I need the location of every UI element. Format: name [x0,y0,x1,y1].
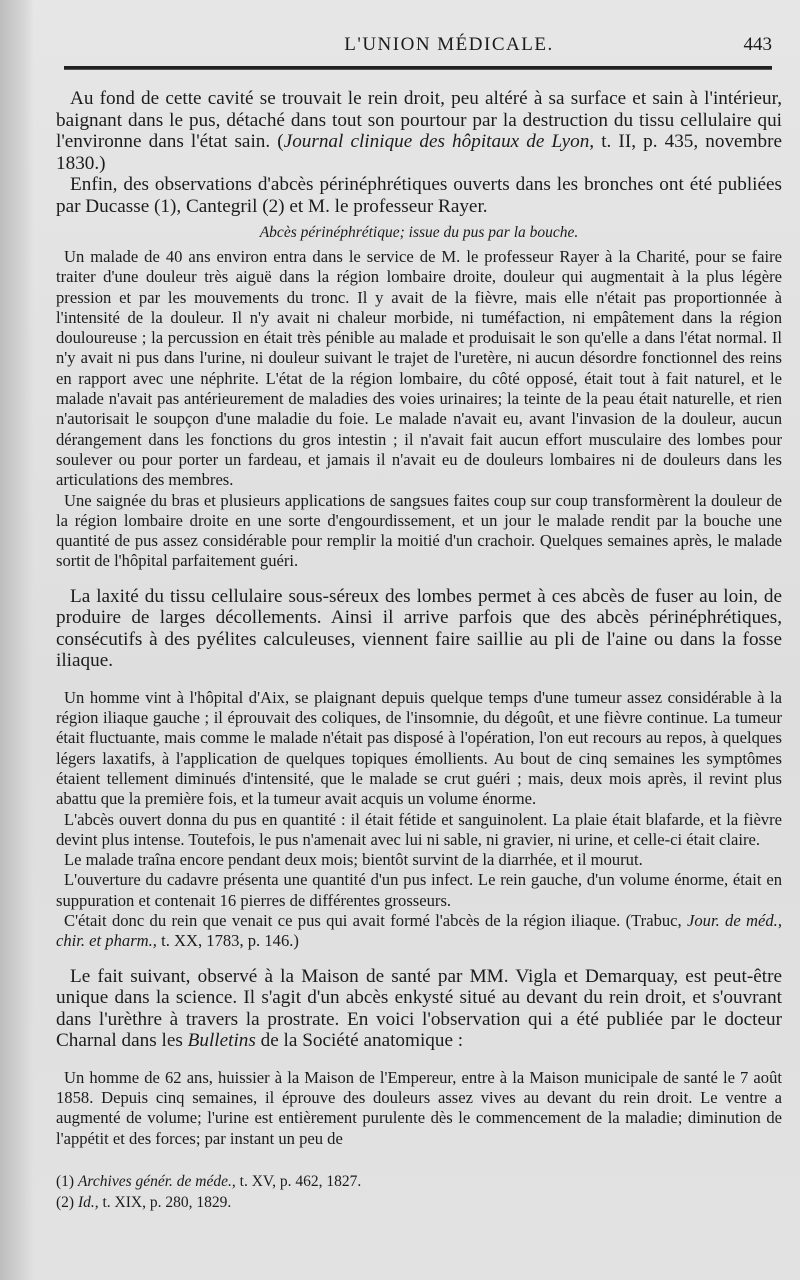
footnote-number: (2) [56,1193,78,1211]
citation-details: t. II, p. 435, novembre 1830.) [56,131,783,174]
running-title: L'UNION MÉDICALE. [344,34,554,55]
paragraph-text: Au fond de cette cavité se trouvait le rein droit, peu altéré à sa surface et sain à l'intérieur, baignant dans le pus, détaché dans tout son pourtour par la destruction du tissu cellulaire qui l'environne dans l'état sain. [56,88,782,152]
observation-2-part-1: Un homme vint à l'hôpital d'Aix, se plaignant depuis quelque temps d'une tumeur assez considérable à la région iliaque gauche ; il éprouvait des coliques, de l'insomnie, du dégoût, et une fièvre continue. La tumeur était fluctuante, mais comme le malade n'était pas disposé à l'opération, l'on eut recours au repos, à quelques légers laxatifs, à l'application de quelques topiques émollients. Au bout de cinq semaines les symptômes étaient tellement diminués d'intensité, que le malade se crut guéri ; mais, deux mois après, il revint plus abattu que la première fois, et la tumeur avait acquis un volume énorme. [56,687,782,809]
observation-title: Abcès périnéphrétique; issue du pus par la bouche. [259,224,579,241]
citation-journal: Jour. de méd., chir. et pharm., [56,911,782,951]
observation-3: Un homme de 62 ans, huissier à la Maison de l'Empereur, entre à la Maison municipale de santé le 7 août 1858. Depuis cinq semaines, il éprouve des douleurs assez vives au devant du rein droit. Le ventre a augmenté de volume; l'urine est entièrement purulente dès le commencement de la maladie; diminution de l'appétit et des forces; par instant un peu de [56,1067,782,1148]
citation-journal: Journal clinique des hôpitaux de Lyon, [283,131,595,152]
footnote-source: Id., [77,1193,99,1211]
footnote-details: t. XIX, p. 280, 1829. [98,1193,232,1211]
page-number: 443 [743,34,772,55]
observation-2-part-5 [56,911,782,952]
bulletins-title: Bulletins [187,1030,256,1052]
observation-2-part-4: L'ouverture du cadavre présenta une quantité d'un pus infect. Le rein gauche, d'un volume énorme, était en suppuration et contenait 16 pierres de différentes grosseurs. [56,870,782,910]
paragraph-maison-de-sante [56,966,782,1052]
observation-2-part-3: Le malade traîna encore pendant deux mois; bientôt survint de la diarrhée, et il mourut. [64,850,643,870]
binding-shadow [0,0,34,1280]
paragraph-text: C'était donc du rein que venait ce pus qui avait formé l'abcès de la région iliaque. (Trabuc, [64,911,687,931]
paragraph-bronchial-abscesses: Enfin, des observations d'abcès périnéphrétiques ouverts dans les bronches ont été publiées par Ducasse (1), Cantegril (2) et M. le professeur Rayer. [56,174,782,217]
footnote-number: (1) [56,1172,78,1190]
footnote-1 [56,1171,782,1192]
paragraph-lumbar-tissue: La laxité du tissu cellulaire sous-séreux des lombes permet à ces abcès de fuser au loin, de produire de larges décollements. Ainsi il arrive parfois que des abcès périnéphrétiques, consécutifs à des pyélites calculeuses, viennent faire saillie au pli de l'aine ou dans la fosse iliaque. [56,585,782,672]
observation-1-part-2: Une saignée du bras et plusieurs applications de sangsues faites coup sur coup transformèrent la douleur de la région lombaire droite en une sorte d'engourdissement, et un jour le malade rendit par la bouche une quantité de pus assez considérable pour remplir la moitié d'un crachoir. Quelques semaines après, le malade sortit de l'hôpital parfaitement guéri. [56,490,782,571]
footnote-2 [56,1192,782,1213]
citation-open: ( [277,131,284,152]
observation-1-part-1: Un malade de 40 ans environ entra dans le service de M. le professeur Rayer à la Charité, pour se faire traiter d'une douleur très aiguë dans la région lombaire droite, douleur qui augmentait à la plus légère pression et par les mouvements du tronc. Il y avait de la fièvre, mais elle n'était pas proportionnée à l'intensité de la douleur. Il n'y avait ni chaleur morbide, ni tuméfaction, ni empâtement dans la région douloureuse ; la percussion en était très pénible au malade et produisait le son qu'elle a dans l'état normal. Il n'y avait ni pus dans l'urine, ni douleur suivant le trajet de l'uretère, ni aucun désordre fonctionnel des reins en rapport avec une néphrite. L'état de la région lombaire, du côté opposé, était tout à fait naturel, et le malade n'avait pas antérieurement de maladies des voies urinaires; la teinte de la peau était naturelle, et rien n'autorisait le soupçon d'une maladie du foie. Le malade n'avait eu, avant l'invasion de la douleur, aucun dérangement dans les fonctions du gros intestin ; il n'avait fait aucun effort musculaire des lombes pour soulever ou pour porter un fardeau, et jamais il n'avait eu de douleurs lombaires ni de douleurs dans les articulations des membres. [56,247,782,490]
footnote-source: Archives génér. de méde., [77,1172,236,1190]
observation-2-part-2: L'abcès ouvert donna du pus en quantité : il était fétide et sanguinolent. La plaie était blafarde, et la fièvre devint plus intense. Toutefois, le pus n'amenait avec lui ni sable, ni gravier, ni urine, et celle-ci était claire. [56,809,782,849]
page-header [56,34,782,64]
footnotes [56,1171,782,1213]
header-rule [64,66,772,70]
paragraph-text-end: de la Société anatomique : [255,1030,464,1052]
paragraph-text: Le fait suivant, observé à la Maison de santé par MM. Vigla et Demarquay, est peut-être unique dans la science. Il s'agit d'un abcès enkysté situé au devant du rein droit, et s'ouvrant dans l'urèthre à travers la prostrate. En voici l'observation qui a été publiée par le docteur Charnal dans les [56,965,782,1052]
paragraph-kidney-description [56,88,782,174]
footnote-details: t. XV, p. 462, 1827. [235,1172,362,1190]
citation-details: t. XX, 1783, p. 146.) [156,931,299,951]
